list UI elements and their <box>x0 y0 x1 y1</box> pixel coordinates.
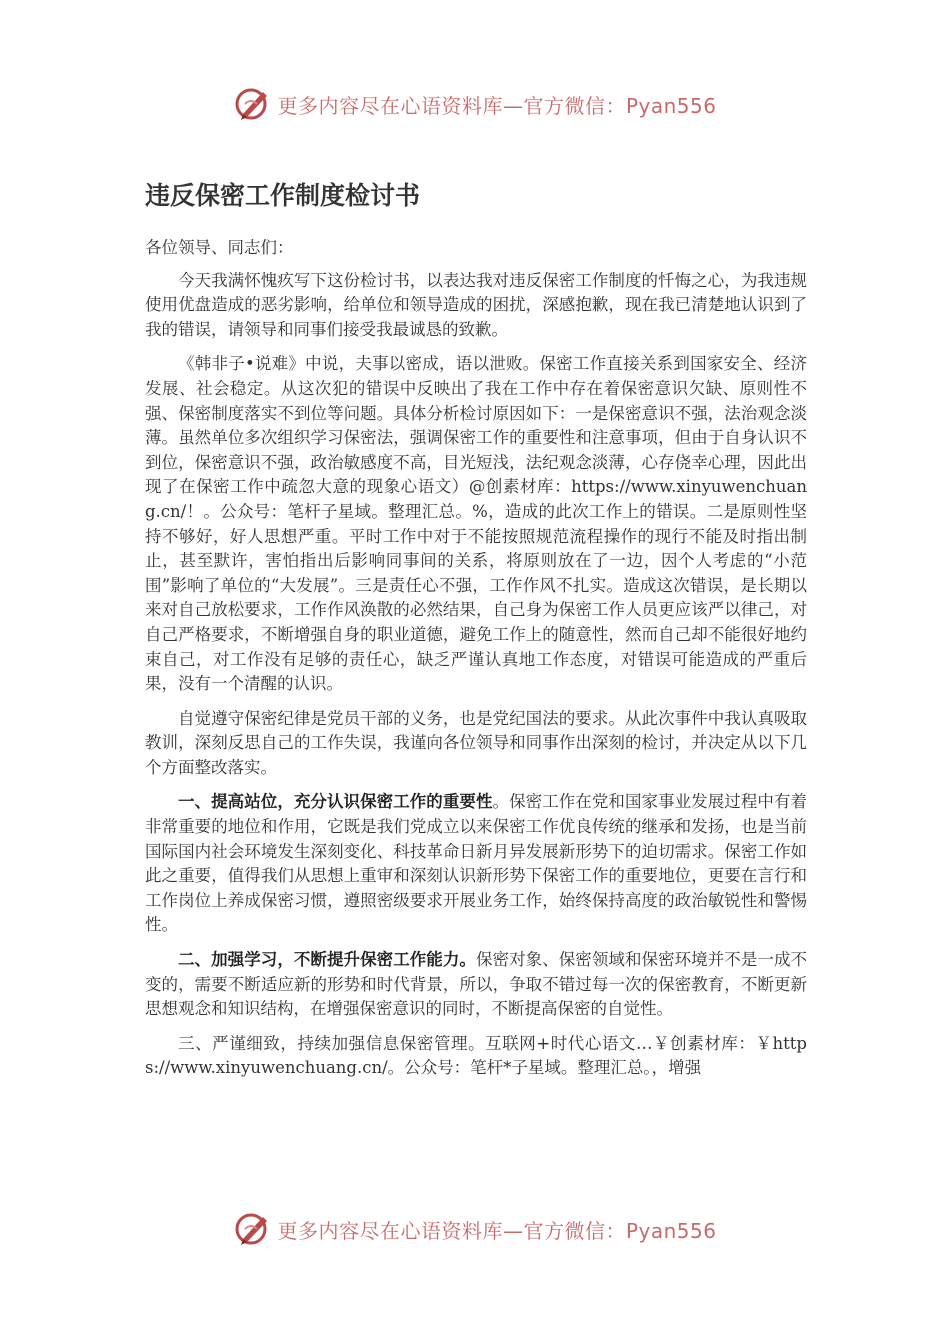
paragraph-2: 《韩非子•说难》中说，夫事以密成，语以泄败。保密工作直接关系到国家安全、经济发展、社会稳定。从这次犯的错误中反映出了我在工作中存在着保密意识欠缺、原则性不强、保密制度落实不到位等问题。具体分析检讨原因如下：一是保密意识不强，法治观念淡薄。虽然单位多次组织学习保密法，强调保密工作的重要性和注意事项，但由于自身认识不到位，保密意识不强，政治敏感度不高，目光短浅，法纪观念淡薄，心存侥幸心理，因此出现了在保密工作中疏忽大意的现象心语文）@创素材库：https://www.xinyuwenchuang.cn/！。公众号：笔杆子星域。整理汇总。%，造成的此次工作上的错误。二是原则性坚持不够好，好人思想严重。平时工作中对于不能按照规范流程操作的现行不能及时指出制止，甚至默许，害怕指出后影响同事间的关系，将原则放在了一边，因个人考虑的“小范围”影响了单位的“大发展”。三是责任心不强，工作作风不扎实。造成这次错误，是长期以来对自己放松要求，工作作风涣散的必然结果，自己身为保密工作人员更应该严以律己，对自己严格要求，不断增强自身的职业道德，避免工作上的随意性，然而自己却不能很好地约束自己，对工作没有足够的责任心，缺乏严谨认真地工作态度，对错误可能造成的严重后果，没有一个清醒的认识。 <box>145 354 807 694</box>
paragraph-5 <box>145 948 807 1022</box>
paragraph-4-body: 。保密工作在党和国家事业发展过程中有着非常重要的地位和作用，它既是我们党成立以来保密工作优良传统的继承和发扬，也是当前国际国内社会环境发生深刻变化、科技革命日新月异发展新形势下的迫切需求。保密工作如此之重要，值得我们从思想上重审和深刻认识新形势下保密工作的重要地位，更要在言行和工作岗位上养成保密习惯，遵照密级要求开展业务工作，始终保持高度的政治敏锐性和警惕性。 <box>145 792 808 935</box>
paragraph-4 <box>145 790 807 938</box>
pen-logo-icon <box>233 1209 273 1249</box>
paragraph-6: 三、严谨细致，持续加强信息保密管理。互联网+时代心语文…￥创素材库：￥https://www.xinyuwenchuang.cn/。公众号：笔杆*子星域。整理汇总。，增强 <box>145 1033 807 1078</box>
document-body <box>145 176 807 1091</box>
paragraph-1: 今天我满怀愧疚写下这份检讨书，以表达我对违反保密工作制度的忏悔之心，为我违规使用优盘造成的恶劣影响，给单位和领导造成的困扰，深感抱歉，现在我已清楚地认识到了我的错误，请领导和同事们接受我最诚恳的致歉。 <box>145 270 807 339</box>
page-title: 违反保密工作制度检讨书 <box>145 181 421 210</box>
paragraph-4-heading: 一、提高站位，充分认识保密工作的重要性 <box>178 792 493 812</box>
paragraph-5-body: 保密对象、保密领域和保密环境并不是一成不变的，需要不断适应新的形势和时代背景，所以，争取不错过每一次的保密教育，不断更新思想观念和知识结构，在增强保密意识的同时，不断提高保密的自觉性。 <box>145 950 808 1019</box>
pen-logo-icon <box>233 84 273 124</box>
footer-banner <box>0 1207 950 1251</box>
footer-banner-text: 更多内容尽在心语资料库—官方微信：Pyan556 <box>277 1218 717 1243</box>
paragraph-5-heading: 二、加强学习，不断提升保密工作能力。 <box>178 950 476 970</box>
salutation: 各位领导、同志们： <box>145 238 294 257</box>
header-banner <box>0 82 950 126</box>
header-banner-text: 更多内容尽在心语资料库—官方微信：Pyan556 <box>277 93 717 118</box>
paragraph-3: 自觉遵守保密纪律是党员干部的义务，也是党纪国法的要求。从此次事件中我认真吸取教训，深刻反思自己的工作失误，我谨向各位领导和同事作出深刻的检讨，并决定从以下几个方面整改落实。 <box>145 708 807 777</box>
